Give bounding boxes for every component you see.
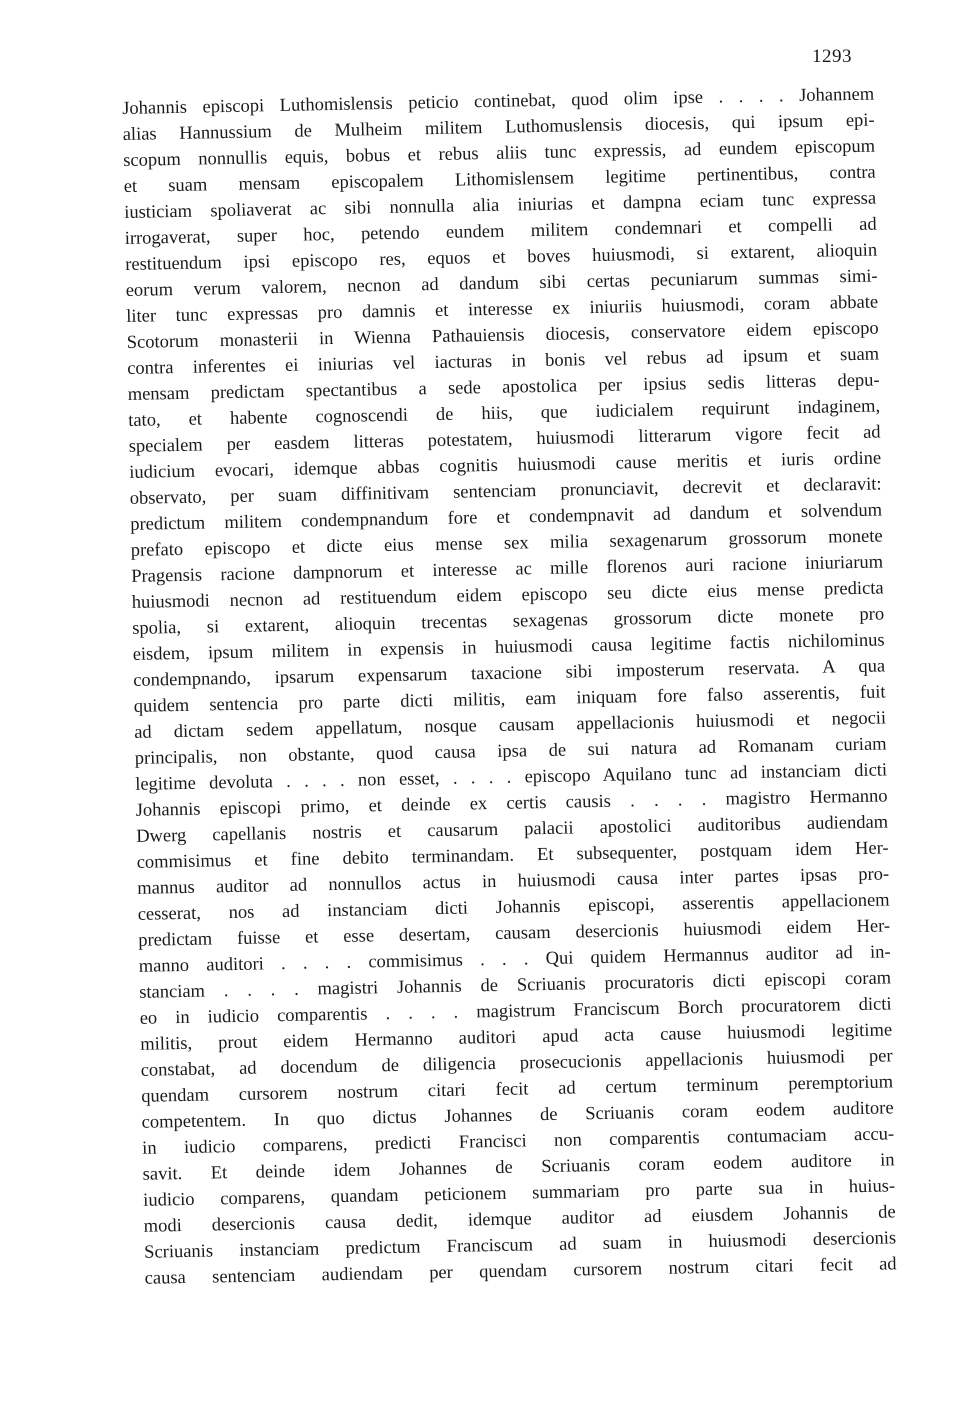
text-line: iudicium evocari, idemque abbas cognitis huiusmodi cause meritis et iuris ordine [129, 448, 882, 483]
text-line: Johannis episcopi primo, et deinde ex certis causis . . . . magistro Hermanno [135, 786, 888, 821]
text-line: restituendum ipsi episcopo res, equos et boves huiusmodi, si extarent, alioquin [125, 240, 878, 275]
text-line: tato, et habente cognoscendi de hiis, que iudicialem requirunt indaginem, [128, 396, 881, 431]
text-line: in iudicio comparens, predicti Francisci non comparentis contumaciam accu- [142, 1124, 895, 1159]
text-line: huiusmodi necnon ad restituendum eidem episcopo seu dicte eius mense predicta [131, 578, 884, 613]
text-line: scopum nonnullis equis, bobus et rebus aliis tunc expressis, ad eundem episcopum [123, 136, 876, 171]
text-line: Scriuanis instanciam predictum Franciscum ad suam in huiusmodi desercionis [144, 1228, 897, 1263]
text-line: liter tunc expressas pro damnis et interesse ex iniuriis huiusmodi, coram abbate [126, 292, 879, 327]
text-line: et suam mensam episcopalem Lithomislensem legitime pertinentibus, contra [123, 162, 876, 197]
text-line: quendam cursorem nostrum citari fecit ad certum terminum peremptorium [141, 1072, 894, 1107]
text-line: alias Hannussium de Mulheim militem Luthomuslensis diocesis, qui ipsum epi- [122, 110, 875, 145]
text-line: iudicio comparens, quandam peticionem summariam pro parte sua in huius- [143, 1176, 896, 1211]
body-text [122, 82, 897, 1292]
text-line: principalis, non obstante, quod causa ipsa de sui natura ad Romanam curiam [134, 734, 887, 769]
text-line: observato, per suam diffinitivam sentenciam pronunciavit, decrevit et declaravit: [129, 474, 882, 509]
text-line: constabat, ad docendum de diligencia prosecucionis appellacionis huiusmodi per [140, 1046, 893, 1081]
text-line: Dwerg capellanis nostris et causarum palacii apostolici auditoribus audiendam [136, 812, 889, 847]
text-line: competentem. In quo dictus Johannes de Scriuanis coram eodem auditore [141, 1098, 894, 1133]
text-line: mannus auditor ad nonnullos actus in huiusmodi causa inter partes ipsas pro- [137, 864, 890, 899]
page-number: 1293 [812, 46, 852, 67]
text-line: condempnando, ipsarum expensarum taxacione sibi imposterum reservata. A qua [133, 656, 886, 691]
text-line: militis, prout eidem Hermanno auditori apud acta cause huiusmodi legitime [140, 1020, 893, 1055]
text-line: savit. Et deinde idem Johannes de Scriuanis coram eodem auditore in [142, 1150, 895, 1185]
text-line: eo in iudicio comparentis . . . . magistrum Franciscum Borch procuratorem dicti [139, 994, 892, 1029]
text-line: Johannis episcopi Luthomislensis peticio continebat, quod olim ipse . . . . Johannem [122, 84, 875, 119]
text-line: eorum verum valorem, necnon ad dandum sibi certas pecuniarum summas simi- [125, 266, 878, 301]
text-line: prefato episcopo et dicte eius mense sex milia sexagenarum grossorum monete [130, 526, 883, 561]
text-line: manno auditori . . . . commisimus . . . Qui quidem Hermannus auditor ad in- [138, 942, 891, 977]
text-line: causa sentenciam audiendam per quendam cursorem nostrum citari fecit ad [144, 1254, 897, 1289]
text-line: iusticiam spoliaverat ac sibi nonnulla alia iniurias et dampna eciam tunc expressa [124, 188, 877, 223]
text-line: Pragensis racione dampnorum et interesse ac mille florenos auri racione iniuriarum [131, 552, 884, 587]
text-line: quidem sentencia pro parte dicti militis, eam iniquam fore falso asserentis, fuit [133, 682, 886, 717]
text-line: spolia, si extarent, alioquin trecentas sexagenas grossorum dicte monete pro [132, 604, 885, 639]
text-line: modi desercionis causa dedit, idemque auditor ad eiusdem Johannis de [143, 1202, 896, 1237]
text-line: irrogaverat, super hoc, petendo eundem militem condemnari et compelli ad [124, 214, 877, 249]
text-line: commisimus et fine debito terminandam. Et subsequenter, postquam idem Her- [136, 838, 889, 873]
text-line: mensam predictam spectantibus a sede apostolica per ipsius sedis litteras depu- [127, 370, 880, 405]
text-line: specialem per easdem litteras potestatem, huiusmodi litterarum vigore fecit ad [128, 422, 881, 457]
text-line: legitime devoluta . . . . non esset, . . . . episcopo Aquilano tunc ad instanciam dicti [135, 760, 888, 795]
text-line: ad dictam sedem appellatum, nosque causam appellacionis huiusmodi et negocii [134, 708, 887, 743]
text-line: stanciam . . . . magistri Johannis de Scriuanis procuratoris dicti episcopi coram [139, 968, 892, 1003]
text-line: predictam fuisse et esse desertam, causam desercionis huiusmodi eidem Her- [138, 916, 891, 951]
text-line: predictum militem condempnandum fore et condempnavit ad dandum et solvendum [130, 500, 883, 535]
text-line: cesserat, nos ad instanciam dicti Johannis episcopi, asserentis appellacionem [137, 890, 890, 925]
text-line: eisdem, ipsum militem in expensis in huiusmodi causa legitime factis nichilominus [132, 630, 885, 665]
text-line: contra inferentes ei iniurias vel iacturas in bonis vel rebus ad ipsum et suam [127, 344, 880, 379]
text-line: Scotorum monasterii in Wienna Pathauiensis diocesis, conservatore eidem episcopo [126, 318, 879, 353]
